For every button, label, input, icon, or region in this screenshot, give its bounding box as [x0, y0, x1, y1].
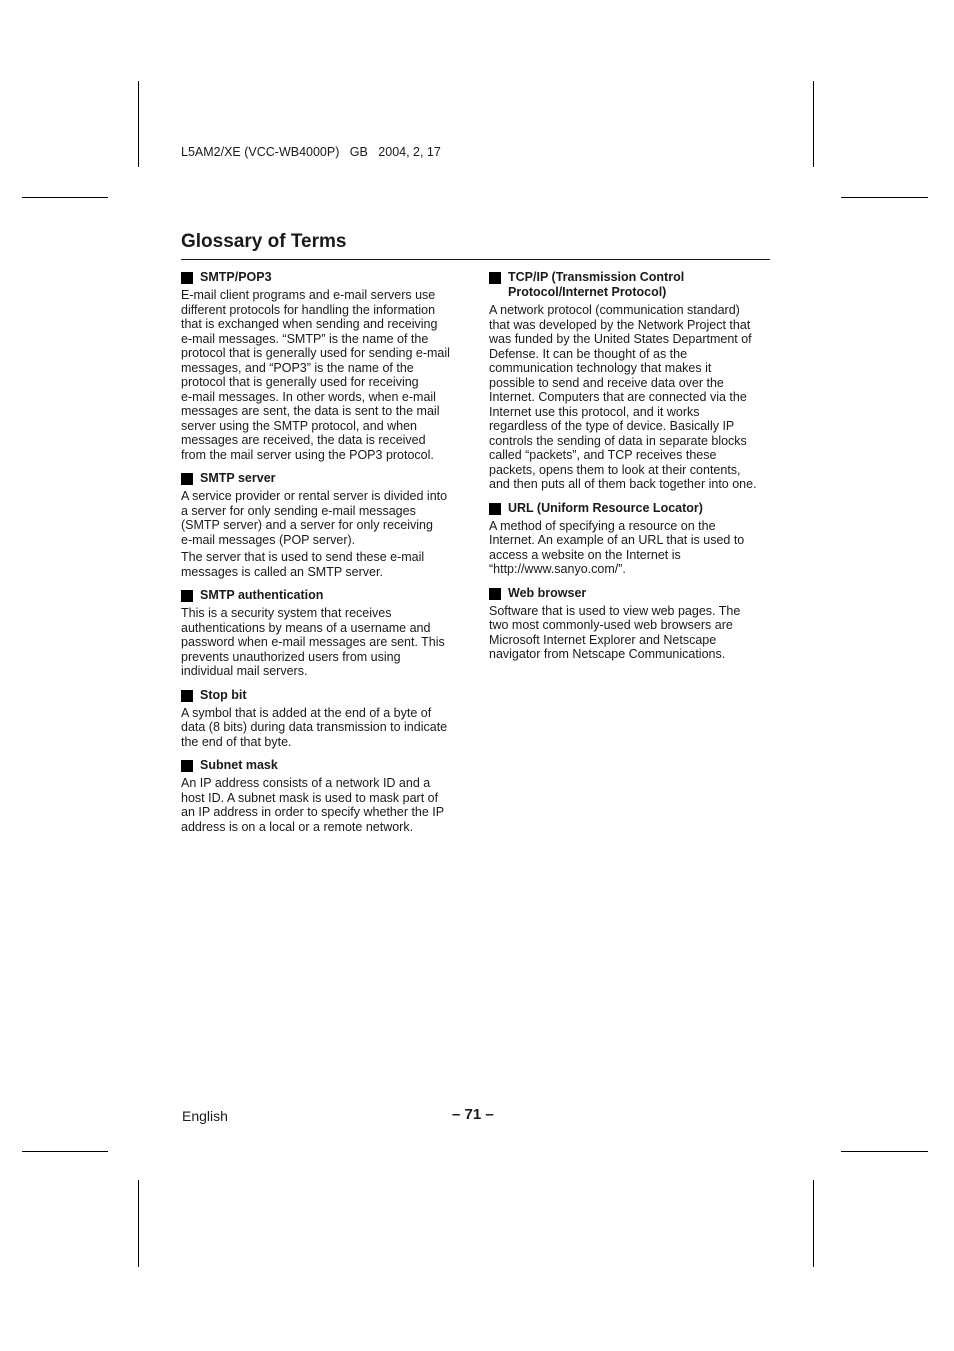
right-column [489, 270, 771, 671]
glossary-term-heading [181, 588, 463, 603]
glossary-entry [181, 688, 463, 750]
bullet-square-icon [181, 473, 193, 485]
page-title: Glossary of Terms [181, 231, 347, 252]
bullet-square-icon [489, 503, 501, 515]
crop-mark [138, 1180, 139, 1267]
bullet-square-icon [181, 272, 193, 284]
glossary-definition: A service provider or rental server is divided into a server for only sending e-mail messages (SMTP server) and a server for only receiving e-mail messages (POP server). [181, 489, 448, 547]
glossary-entry [489, 501, 771, 577]
glossary-entry [181, 588, 463, 679]
crop-mark [841, 1151, 928, 1152]
bullet-square-icon [181, 690, 193, 702]
glossary-term-title: Stop bit [200, 687, 247, 702]
glossary-term-title: SMTP/POP3 [200, 270, 272, 284]
glossary-definition: A method of specifying a resource on the Internet. An example of an URL that is used to access a website on the Internet is “http://www.sanyo.com/”. [489, 518, 745, 576]
glossary-term-heading [489, 270, 771, 300]
glossary-entry [489, 586, 771, 662]
glossary-definition: An IP address consists of a network ID and a host ID. A subnet mask is used to mask part of an IP address in order to specify whether the IP address is on a local or a remote network. [181, 776, 445, 834]
left-column [181, 270, 463, 843]
title-divider [181, 259, 770, 260]
glossary-definition: Software that is used to view web pages. The two most commonly-used web browsers are Microsoft Internet Explorer and Netscape navigator from Netscape Communications. [489, 603, 741, 661]
glossary-entry [181, 758, 463, 834]
footer-language: English [182, 1108, 228, 1124]
glossary-term-heading [489, 586, 771, 601]
glossary-term-heading [181, 688, 463, 703]
glossary-entry [489, 270, 771, 492]
glossary-term-title: URL (Uniform Resource Locator) [508, 500, 703, 515]
bullet-square-icon [181, 590, 193, 602]
glossary-term-heading [181, 471, 463, 486]
glossary-entry [181, 471, 463, 579]
glossary-term-title: Subnet mask [200, 758, 278, 772]
page-number: – 71 – [452, 1106, 494, 1123]
crop-mark [22, 197, 108, 198]
glossary-term-title: SMTP server [200, 471, 276, 485]
bullet-square-icon [181, 760, 193, 772]
glossary-term-heading [181, 270, 463, 285]
crop-mark [138, 81, 139, 167]
crop-mark [813, 1180, 814, 1267]
glossary-definition: This is a security system that receives authentications by means of a username and password when e-mail messages are sent. This prevents unauthorized users from using individual mail servers. [181, 606, 445, 678]
glossary-term-title: SMTP authentication [200, 588, 324, 602]
glossary-term-heading [181, 758, 463, 773]
glossary-definition: A symbol that is added at the end of a byte of data (8 bits) during data transmission to indicate the end of that byte. [181, 705, 448, 749]
crop-mark [813, 81, 814, 167]
bullet-square-icon [489, 272, 501, 284]
glossary-definition: A network protocol (communication standard) that was developed by the Network Project that was funded by the United States Department of Defense. It can be thought of as the communication technology that makes it possible to send and receive data over the Internet. Computers that are connected via the Internet use this protocol, and it works regardless of the type of device. Basically IP controls the sending of data in separate blocks called “packets”, and TCP receives these packets, opens them to look at their contents, and then puts all of them back together into one. [489, 303, 757, 491]
bullet-square-icon [489, 588, 501, 600]
glossary-definition: E-mail client programs and e-mail servers use different protocols for handling the information that is exchanged when sending and receiving e-mail messages. “SMTP” is the name of the protocol that is generally used for sending e-mail messages, and “POP3” is the name of the protocol that is generally used for receiving e-mail messages. In other words, when e-mail messages are sent, the data is sent to the mail server using the SMTP protocol, and when messages are received, the data is received from the mail server using the POP3 protocol. [181, 288, 450, 462]
glossary-term-title: Web browser [508, 585, 587, 600]
crop-mark [841, 197, 928, 198]
document-code-header: L5AM2/XE (VCC-WB4000P) GB 2004, 2, 17 [181, 145, 441, 159]
glossary-entry [181, 270, 463, 462]
glossary-term-title: TCP/IP (Transmission Control Protocol/Internet Protocol) [508, 270, 685, 299]
crop-mark [22, 1151, 108, 1152]
glossary-definition: The server that is used to send these e-mail messages is called an SMTP server. [181, 550, 425, 579]
glossary-term-heading [489, 501, 771, 516]
